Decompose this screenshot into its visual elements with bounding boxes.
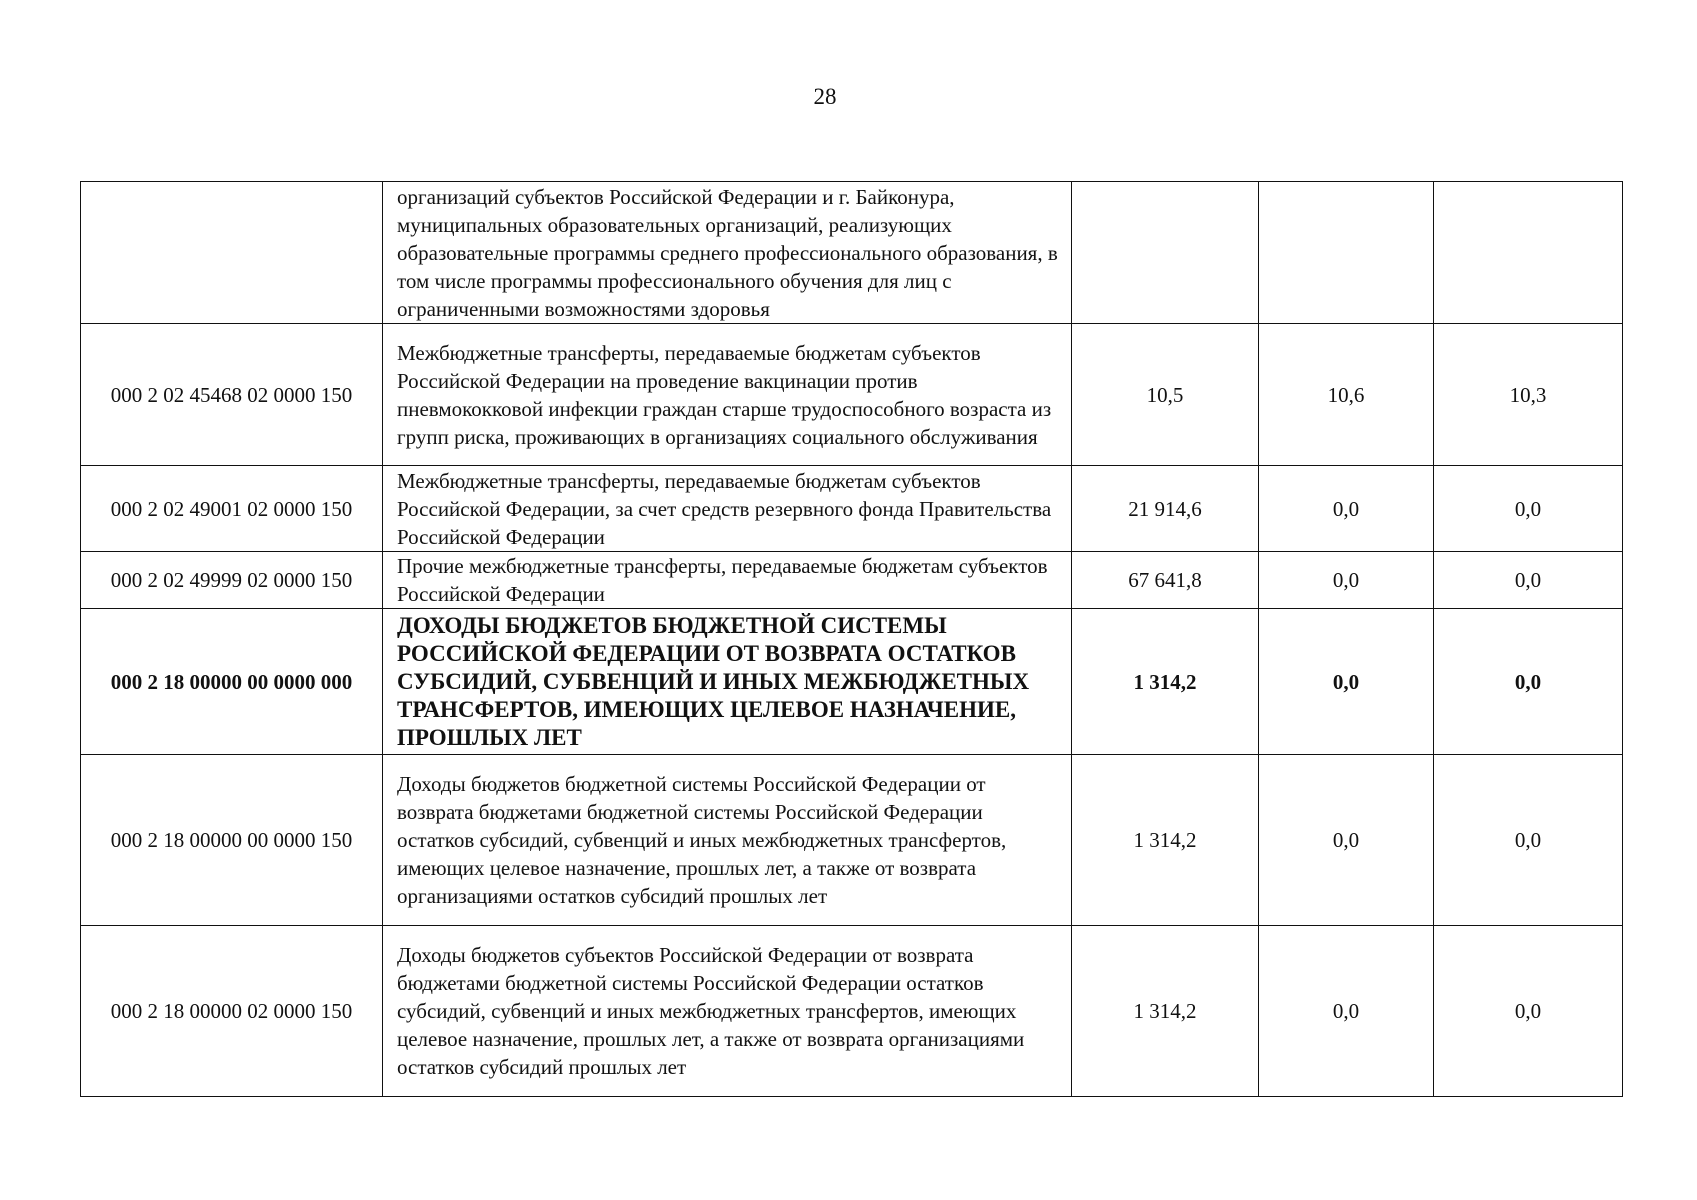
budget-code-cell [81, 182, 383, 324]
value-cell-2: 10,6 [1259, 324, 1434, 466]
value-cell-2 [1259, 182, 1434, 324]
value-cell-2: 0,0 [1259, 926, 1434, 1097]
description-cell: Доходы бюджетов бюджетной системы Российской Федерации от возврата бюджетами бюджетной системы Российской Федерации остатков субсидий, субвенций и иных межбюджетных трансфертов, имеющих целевое назначение, прошлых лет, а также от возврата организациями остатков субсидий прошлых лет [383, 755, 1072, 926]
table-row [81, 552, 1623, 609]
description-cell: организаций субъектов Российской Федерации и г. Байконура, муниципальных образовательных организаций, реализующих образовательные программы среднего профессионального образования, в том числе программы профессионального обучения для лиц с ограниченными возможностями здоровья [383, 182, 1072, 324]
budget-revenue-table [80, 181, 1623, 1097]
budget-code-cell: 000 2 02 49001 02 0000 150 [81, 466, 383, 552]
table-row [81, 324, 1623, 466]
value-cell-2: 0,0 [1259, 609, 1434, 755]
value-cell-1: 10,5 [1072, 324, 1259, 466]
table-row-total [81, 609, 1623, 755]
table-row [81, 926, 1623, 1097]
value-cell-2: 0,0 [1259, 552, 1434, 609]
description-cell: Прочие межбюджетные трансферты, передаваемые бюджетам субъектов Российской Федерации [383, 552, 1072, 609]
value-cell-3: 10,3 [1434, 324, 1623, 466]
value-cell-3: 0,0 [1434, 926, 1623, 1097]
description-cell: Межбюджетные трансферты, передаваемые бюджетам субъектов Российской Федерации на проведение вакцинации против пневмококковой инфекции граждан старше трудоспособного возраста из групп риска, проживающих в организациях социального обслуживания [383, 324, 1072, 466]
table-row [81, 466, 1623, 552]
value-cell-1 [1072, 182, 1259, 324]
budget-code-cell: 000 2 02 45468 02 0000 150 [81, 324, 383, 466]
value-cell-2: 0,0 [1259, 755, 1434, 926]
value-cell-3: 0,0 [1434, 755, 1623, 926]
value-cell-3: 0,0 [1434, 466, 1623, 552]
value-cell-1: 21 914,6 [1072, 466, 1259, 552]
table-row [81, 182, 1623, 324]
description-cell: ДОХОДЫ БЮДЖЕТОВ БЮДЖЕТНОЙ СИСТЕМЫ РОССИЙСКОЙ ФЕДЕРАЦИИ ОТ ВОЗВРАТА ОСТАТКОВ СУБСИДИЙ, СУБВЕНЦИЙ И ИНЫХ МЕЖБЮДЖЕТНЫХ ТРАНСФЕРТОВ, ИМЕЮЩИХ ЦЕЛЕВОЕ НАЗНАЧЕНИЕ, ПРОШЛЫХ ЛЕТ [383, 609, 1072, 755]
value-cell-3: 0,0 [1434, 609, 1623, 755]
description-cell: Доходы бюджетов субъектов Российской Федерации от возврата бюджетами бюджетной системы Российской Федерации остатков субсидий, субвенций и иных межбюджетных трансфертов, имеющих целевое назначение, прошлых лет, а также от возврата организациями остатков субсидий прошлых лет [383, 926, 1072, 1097]
description-cell: Межбюджетные трансферты, передаваемые бюджетам субъектов Российской Федерации, за счет средств резервного фонда Правительства Российской Федерации [383, 466, 1072, 552]
budget-code-cell: 000 2 18 00000 02 0000 150 [81, 926, 383, 1097]
budget-code-cell: 000 2 18 00000 00 0000 000 [81, 609, 383, 755]
value-cell-3 [1434, 182, 1623, 324]
table-row [81, 755, 1623, 926]
value-cell-1: 1 314,2 [1072, 609, 1259, 755]
value-cell-1: 1 314,2 [1072, 755, 1259, 926]
value-cell-2: 0,0 [1259, 466, 1434, 552]
value-cell-1: 67 641,8 [1072, 552, 1259, 609]
value-cell-1: 1 314,2 [1072, 926, 1259, 1097]
value-cell-3: 0,0 [1434, 552, 1623, 609]
page-number: 28 [813, 84, 837, 109]
budget-code-cell: 000 2 18 00000 00 0000 150 [81, 755, 383, 926]
budget-code-cell: 000 2 02 49999 02 0000 150 [81, 552, 383, 609]
